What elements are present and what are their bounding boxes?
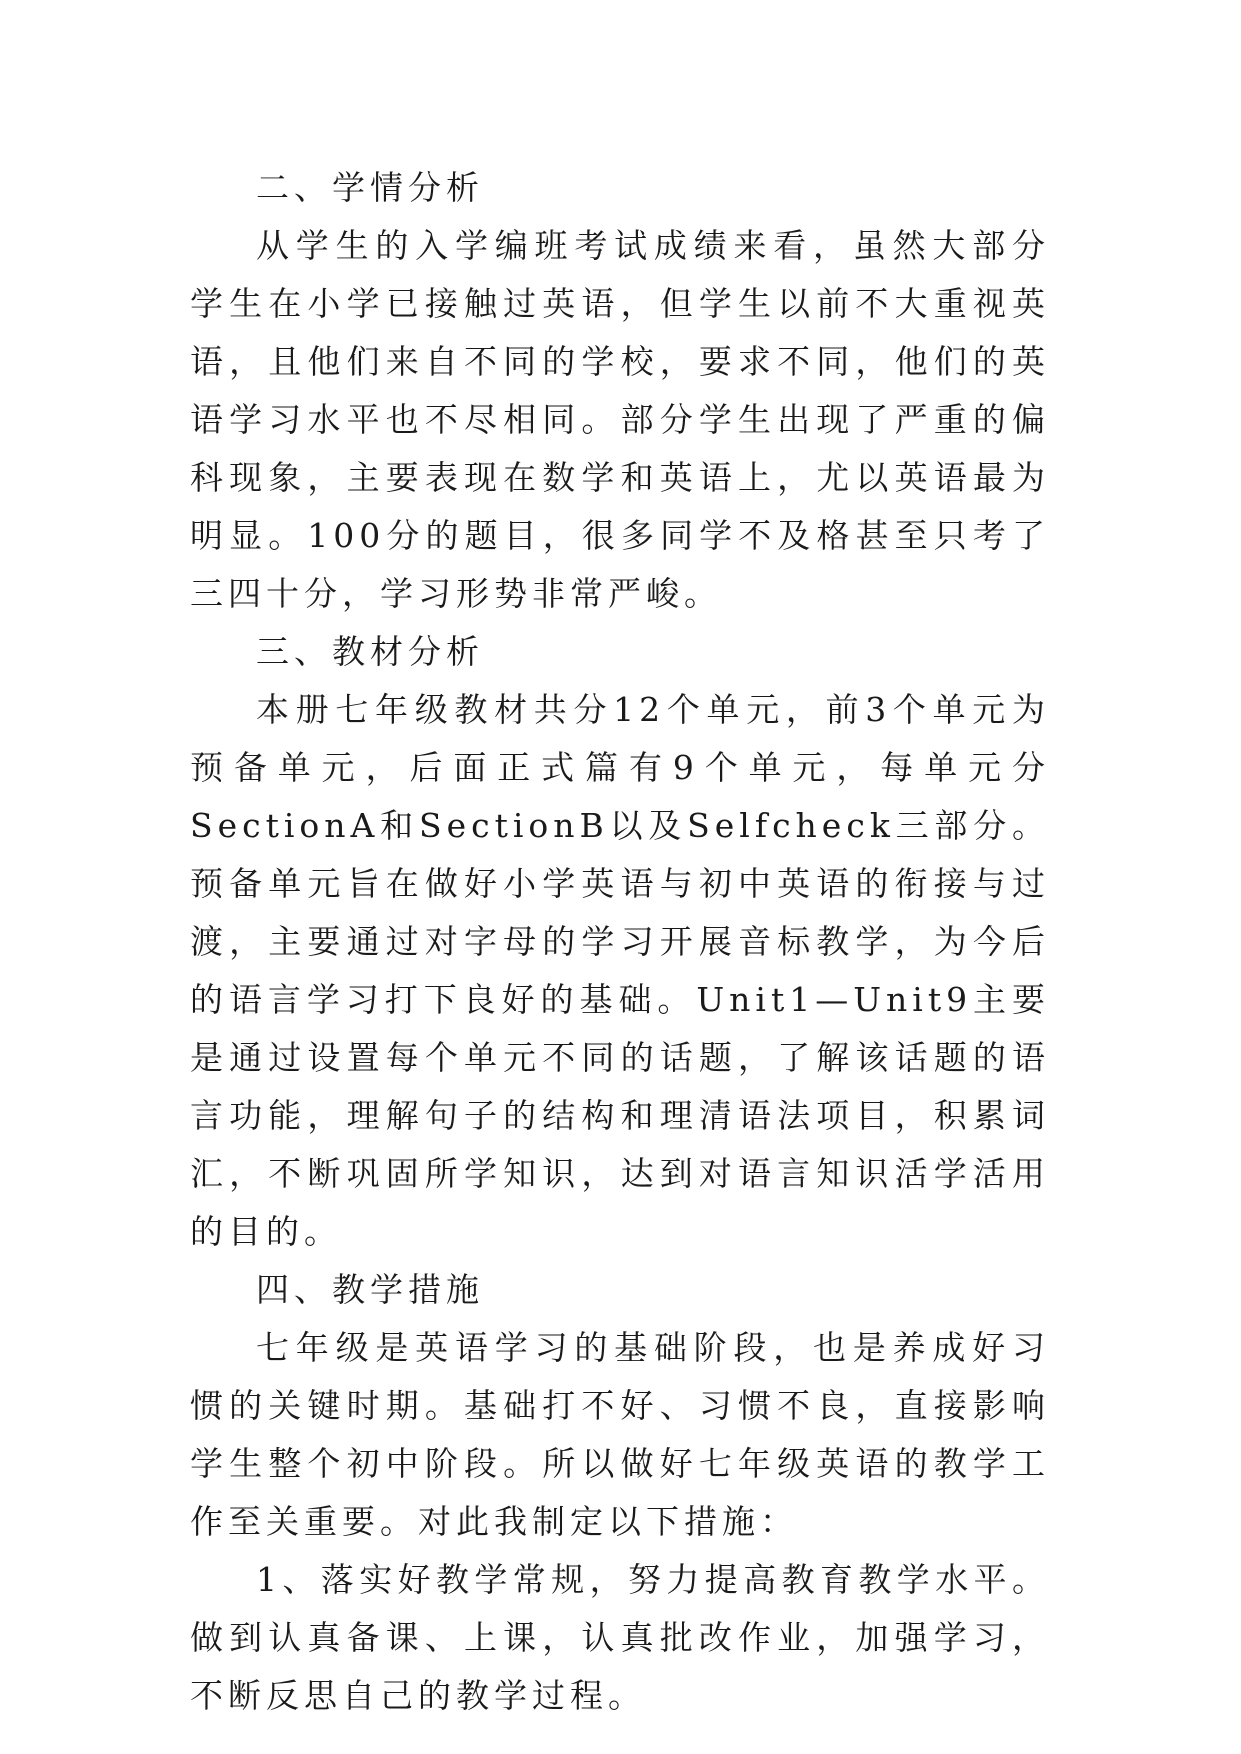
paragraph-learning-analysis: 从学生的入学编班考试成绩来看，虽然大部分学生在小学已接触过英语，但学生以前不大重视英语，且他们来自不同的学校，要求不同，他们的英语学习水平也不尽相同。部分学生出现了严重的偏科现象，主要表现在数学和英语上，尤以英语最为明显。100分的题目，很多同学不及格甚至只考了三四十分，学习形势非常严峻。 — [190, 226, 1050, 613]
section-heading-textbook-analysis: 三、教材分析 — [256, 632, 484, 671]
paragraph-teaching-measures: 七年级是英语学习的基础阶段，也是养成好习惯的关键时期。基础打不好、习惯不良，直接影响学生整个初中阶段。所以做好七年级英语的教学工作至关重要。对此我制定以下措施： — [190, 1328, 1050, 1541]
paragraph-textbook-analysis: 本册七年级教材共分12个单元，前3个单元为预备单元，后面正式篇有9个单元，每单元分SectionA和SectionB以及Selfcheck三部分。预备单元旨在做好小学英语与初中英语的衔接与过渡，主要通过对字母的学习开展音标教学，为今后的语言学习打下良好的基础。Unit1—Unit9主要是通过设置每个单元不同的话题，了解该话题的语言功能，理解句子的结构和理清语法项目，积累词汇，不断巩固所学知识，达到对语言知识活学活用的目的。 — [190, 690, 1050, 1251]
section-heading-learning-analysis: 二、学情分析 — [256, 168, 484, 207]
document-body — [190, 159, 1050, 1725]
section-heading-teaching-measures: 四、教学措施 — [256, 1270, 484, 1309]
list-item-measure-1: 1、落实好教学常规，努力提高教育教学水平。做到认真备课、上课，认真批改作业，加强学习，不断反思自己的教学过程。 — [190, 1560, 1050, 1715]
